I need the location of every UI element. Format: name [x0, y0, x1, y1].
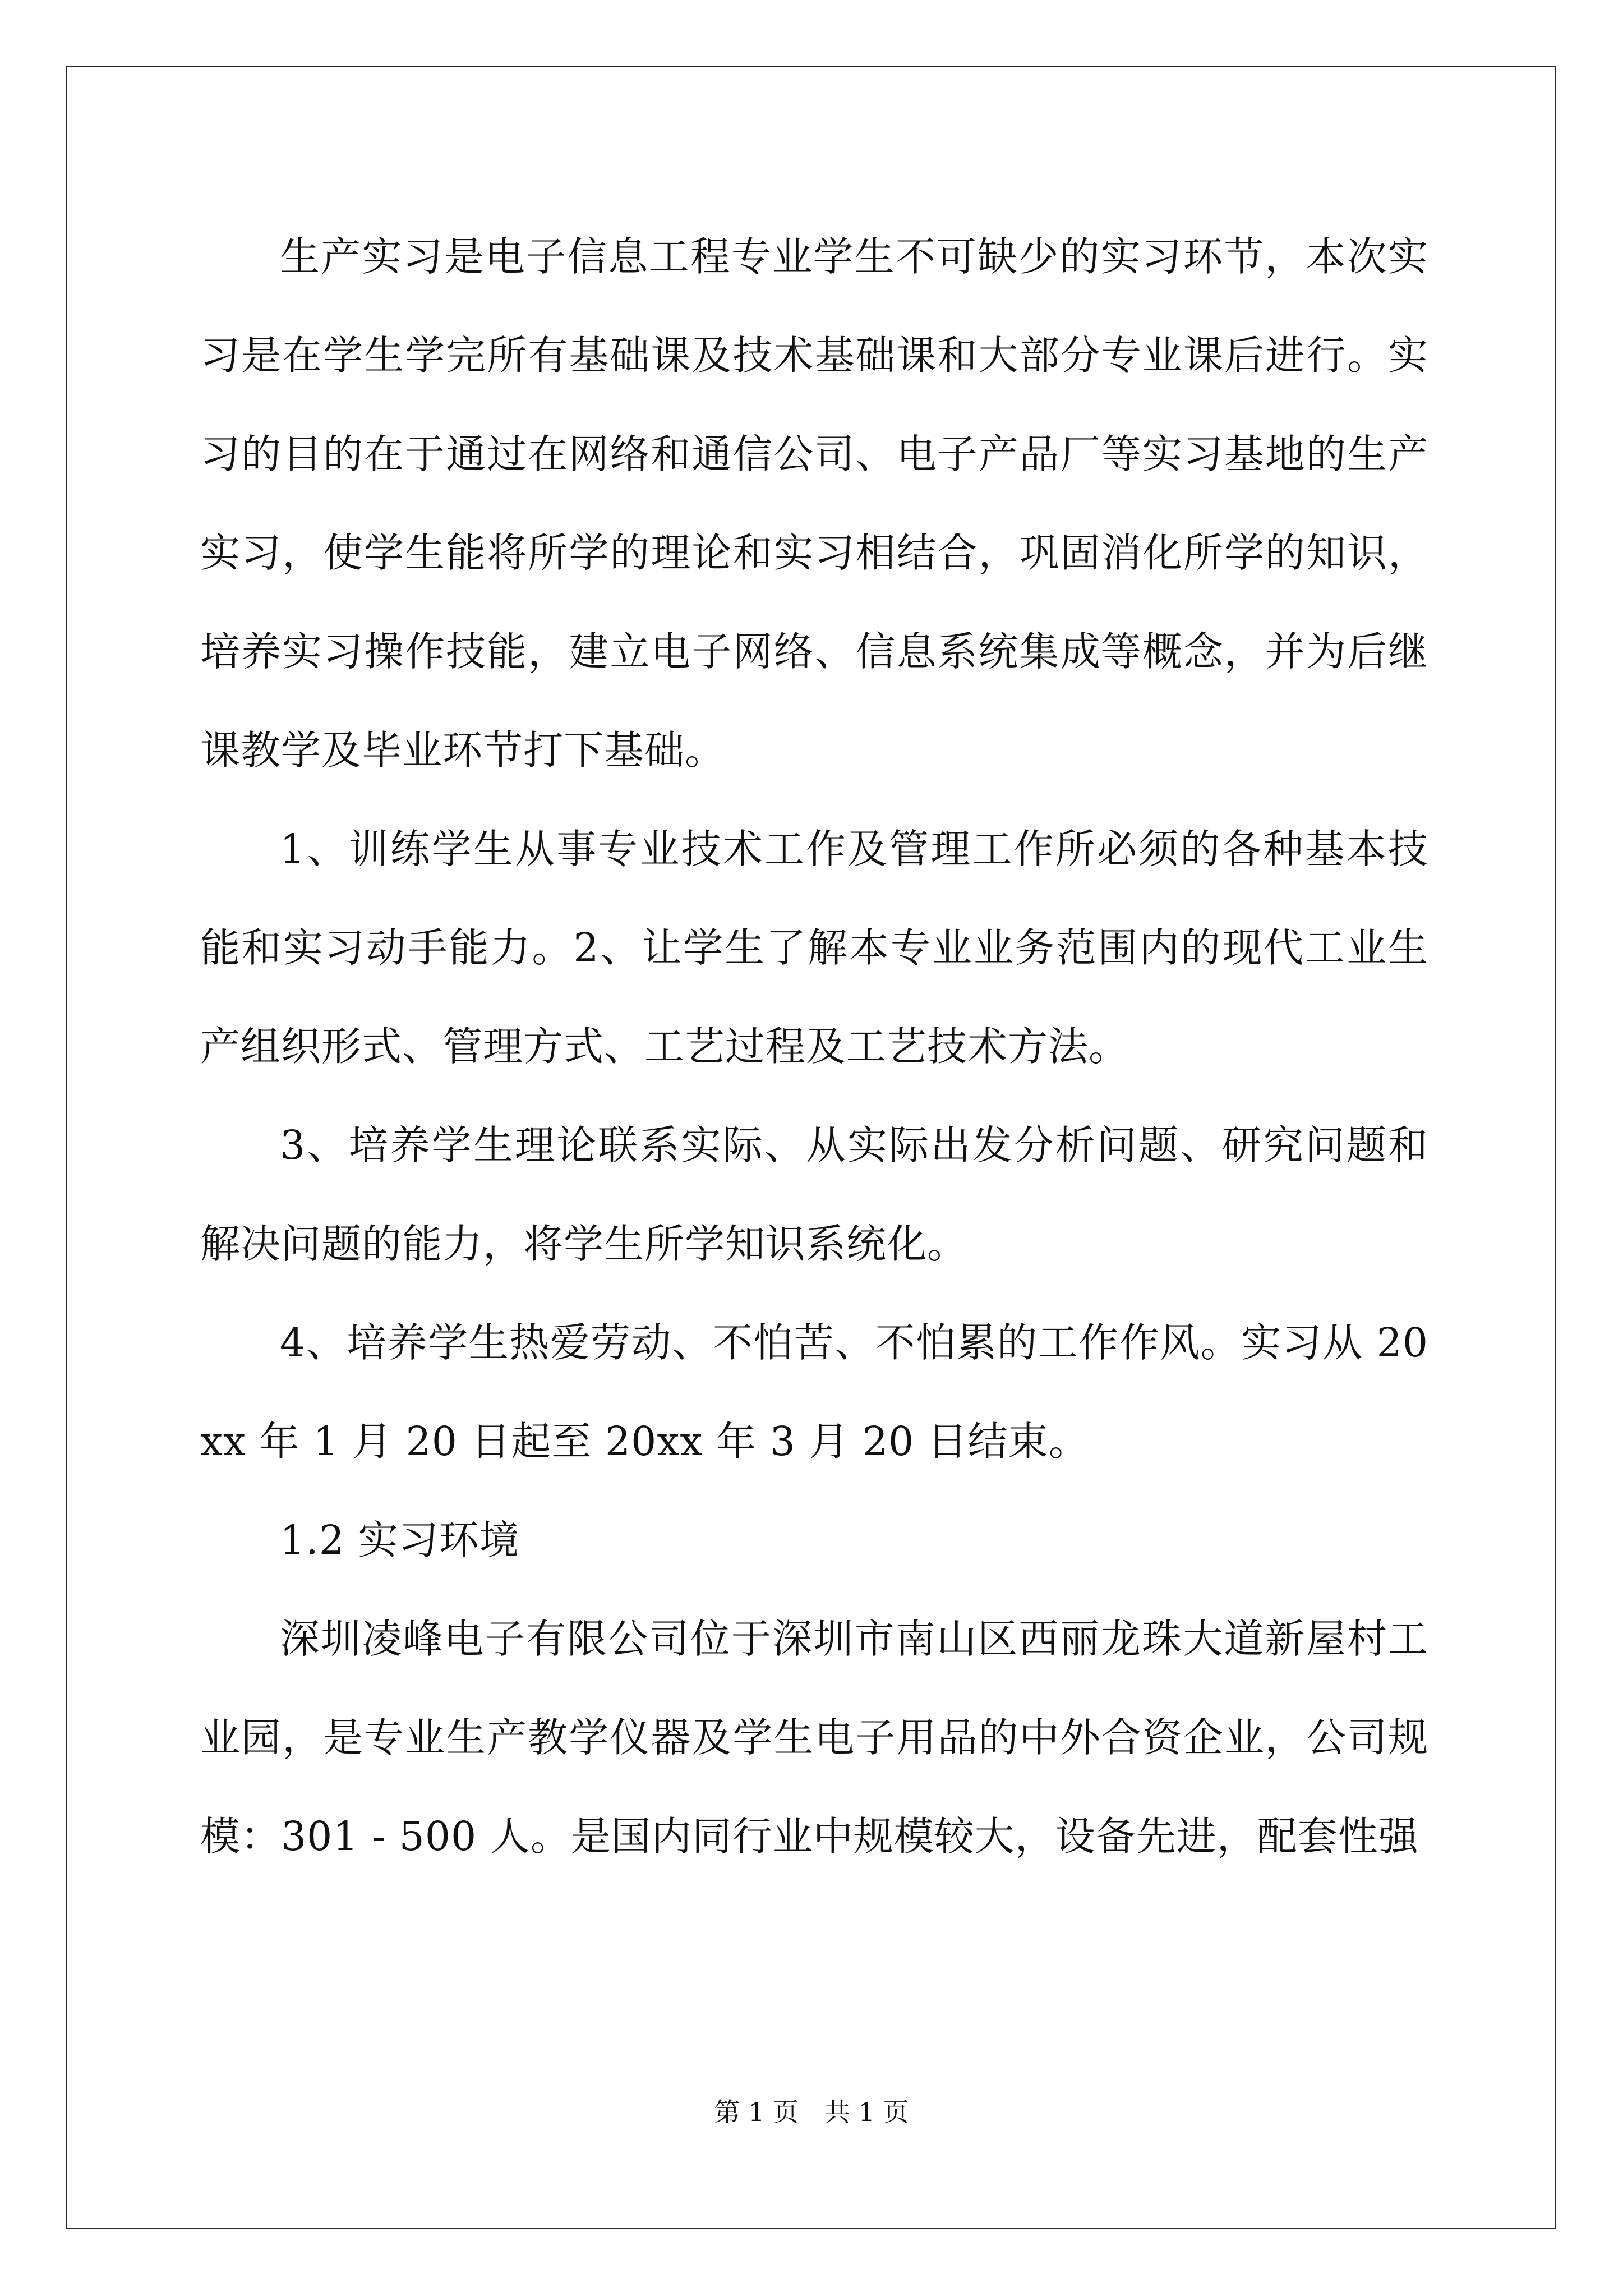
- document-body: [200, 208, 1428, 1886]
- page-footer: 第 1 页 共 1 页: [714, 2097, 909, 2127]
- section-heading: 1.2 实习环境: [280, 1517, 520, 1563]
- paragraph-goal-1-2: 1、训练学生从事专业技术工作及管理工作所必须的各种基本技能和实习动手能力。2、让学生了解本专业业务范围内的现代工业生产组织形式、管理方式、工艺过程及工艺技术方法。: [200, 826, 1428, 1070]
- paragraph-goal-4: 4、培养学生热爱劳动、不怕苦、不怕累的工作作风。实习从 20xx 年 1 月 20 日起至 20xx 年 3 月 20 日结束。: [200, 1319, 1428, 1465]
- paragraph-environment: 深圳凌峰电子有限公司位于深圳市南山区西丽龙珠大道新屋村工业园，是专业生产教学仪器及学生电子用品的中外合资企业，公司规模：301 - 500 人。是国内同行业中规模较大，设备先进，配套性强: [200, 1616, 1428, 1860]
- paragraph-goal-3: 3、培养学生理论联系实际、从实际出发分析问题、研究问题和解决问题的能力，将学生所学知识系统化。: [200, 1122, 1428, 1267]
- paragraph-intro: 生产实习是电子信息工程专业学生不可缺少的实习环节，本次实习是在学生学完所有基础课及技术基础课和大部分专业课后进行。实习的目的在于通过在网络和通信公司、电子产品厂等实习基地的生产实习，使学生能将所学的理论和实习相结合，巩固消化所学的知识，培养实习操作技能，建立电子网络、信息系统集成等概念，并为后继课教学及毕业环节打下基础。: [200, 233, 1428, 774]
